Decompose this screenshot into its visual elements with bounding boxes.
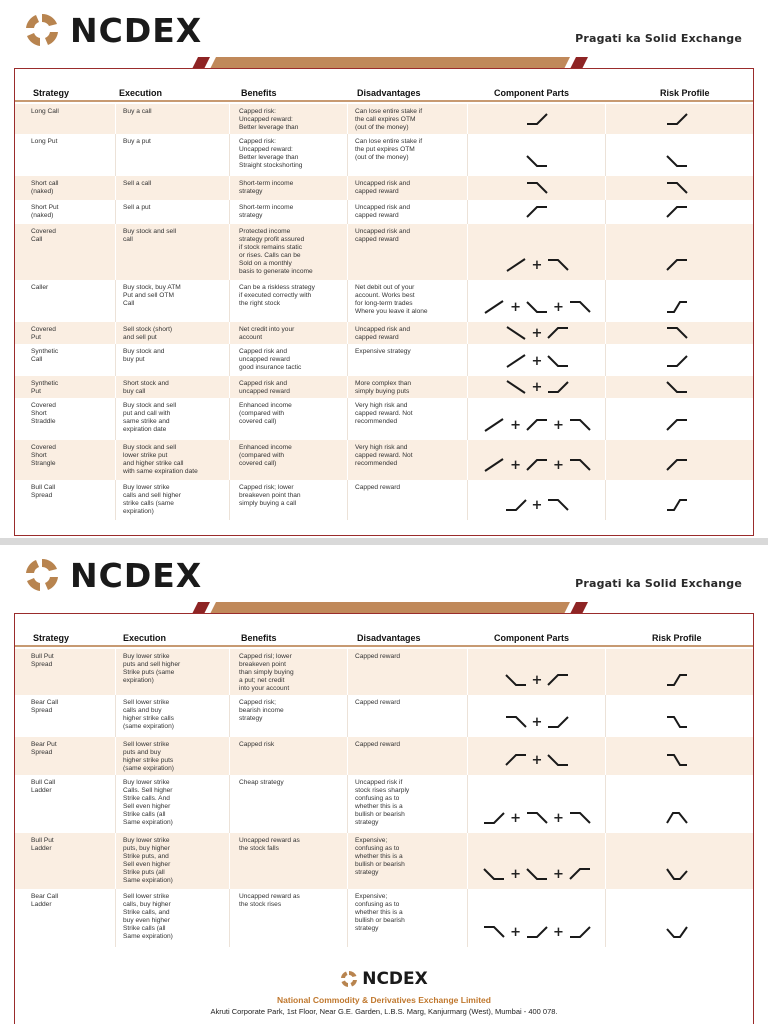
- ncdex-logo-icon: [24, 12, 60, 48]
- disadvantages-cell: Capped reward: [355, 699, 401, 706]
- collar-payoff-icon: [666, 498, 688, 512]
- peak-payoff-icon: [666, 811, 688, 825]
- tagline: Pragati ka Solid Exchange: [575, 577, 742, 590]
- column-divider: [115, 833, 116, 889]
- table-header: [15, 85, 753, 102]
- column-divider: [229, 775, 230, 833]
- plus-sign: +: [531, 325, 543, 341]
- page-2: [0, 545, 768, 1024]
- table-row: [15, 737, 753, 775]
- plus-sign: +: [510, 866, 521, 882]
- strategy-cell: Bull Call Spread: [31, 484, 56, 499]
- column-divider: [115, 104, 116, 134]
- long-call-payoff-icon: [666, 112, 688, 126]
- long-put-payoff-icon: [547, 354, 569, 368]
- col-risk-profile: Risk Profile: [660, 88, 710, 98]
- long-put-payoff-icon: [666, 380, 688, 394]
- execution-cell: Buy lower strike calls and sell higher strike calls (same expiration): [123, 484, 181, 515]
- benefits-cell: Protected income strategy profit assured if stock remains static or rises. Calls can be Sold on a monthly basis to generate income: [239, 228, 313, 275]
- stock-short-payoff-icon: [505, 326, 527, 340]
- column-divider: [347, 344, 348, 376]
- short-call-payoff-icon: [569, 418, 591, 432]
- col-disadvantages: Disadvantages: [357, 633, 421, 643]
- disadvantages-cell: Uncapped risk if stock rises sharply confusing as to whether this is a bullish or bearish strategy: [355, 779, 410, 826]
- column-divider: [347, 134, 348, 176]
- column-divider: [229, 440, 230, 480]
- column-divider: [347, 322, 348, 344]
- component-parts-cell: [467, 200, 607, 224]
- short-put-payoff-icon: [526, 418, 548, 432]
- risk-profile-cell: [615, 104, 739, 134]
- table-row: [15, 200, 753, 224]
- benefits-cell: Capped risl; lower breakeven point than simply buying a put; net credit into your account: [239, 653, 294, 692]
- disadvantages-cell: Very high risk and capped reward. Not recommended: [355, 402, 413, 425]
- benefits-cell: Cheap strategy: [239, 779, 284, 786]
- disadvantages-cell: Can lose entire stake if the call expires OTM (out of the money): [355, 108, 423, 131]
- risk-profile-cell: [615, 200, 739, 224]
- execution-cell: Buy lower strike puts, buy higher Strike puts, and Sell even higher Strike puts (all Same expiration): [123, 837, 173, 884]
- plus-sign: +: [531, 714, 543, 730]
- benefits-cell: Capped risk: Uncapped reward: Better leverage than Straight stockshorting: [239, 138, 303, 169]
- benefits-cell: Capped risk: [239, 741, 275, 748]
- strategy-cell: Bull Put Ladder: [31, 837, 54, 852]
- column-divider: [347, 224, 348, 280]
- short-call-payoff-icon: [569, 458, 591, 472]
- execution-cell: Sell stock (short) and sell put: [123, 326, 173, 341]
- column-divider: [229, 889, 230, 947]
- short-put-payoff-icon: [569, 867, 591, 881]
- short-call-payoff-icon: [569, 811, 591, 825]
- short-put-payoff-icon: [526, 205, 548, 219]
- strategy-cell: Bear Call Ladder: [31, 893, 59, 908]
- table-row: [15, 695, 753, 737]
- col-execution: Execution: [123, 633, 167, 643]
- disadvantages-cell: Uncapped risk and capped reward: [355, 204, 410, 219]
- risk-profile-cell: [615, 344, 739, 376]
- column-divider: [347, 440, 348, 480]
- plus-sign: +: [531, 257, 543, 273]
- long-call-payoff-icon: [483, 811, 505, 825]
- plus-sign: +: [510, 417, 521, 433]
- long-put-payoff-icon: [526, 867, 548, 881]
- component-parts-cell: [467, 280, 607, 322]
- component-parts-cell: [467, 737, 607, 775]
- stock-long-payoff-icon: [505, 258, 527, 272]
- execution-cell: Sell a call: [123, 180, 152, 187]
- execution-cell: Sell a put: [123, 204, 151, 211]
- table-row: [15, 176, 753, 200]
- column-divider: [347, 480, 348, 520]
- risk-profile-cell: [615, 224, 739, 280]
- stock-long-payoff-icon: [483, 418, 505, 432]
- short-call-payoff-icon: [547, 498, 569, 512]
- long-call-payoff-icon: [666, 354, 688, 368]
- column-divider: [347, 695, 348, 737]
- col-benefits: Benefits: [241, 88, 277, 98]
- component-parts-cell: [467, 224, 607, 280]
- column-divider: [347, 176, 348, 200]
- column-divider: [115, 376, 116, 398]
- table-row: [15, 322, 753, 344]
- plus-sign: +: [531, 353, 543, 369]
- execution-cell: Buy stock and sell call: [123, 228, 177, 243]
- col-benefits: Benefits: [241, 633, 277, 643]
- short-call-payoff-icon: [547, 258, 569, 272]
- column-divider: [347, 833, 348, 889]
- risk-profile-cell: [615, 134, 739, 176]
- footer-brand: [0, 969, 768, 989]
- table-row: [15, 480, 753, 520]
- short-put-payoff-icon: [666, 418, 688, 432]
- benefits-cell: Enhanced income (compared with covered call): [239, 402, 292, 425]
- execution-cell: Buy stock, buy ATM Put and sell OTM Call: [123, 284, 181, 307]
- risk-profile-cell: [615, 440, 739, 480]
- brand-name: NCDEX: [70, 10, 203, 50]
- component-parts-cell: [467, 322, 607, 344]
- long-call-payoff-icon: [547, 715, 569, 729]
- plus-sign: +: [531, 379, 543, 395]
- strategy-table-2: [14, 613, 754, 1024]
- valley-left-payoff-icon: [666, 867, 688, 881]
- execution-cell: Sell lower strike puts and buy higher strike puts (same expiration): [123, 741, 174, 772]
- strategy-cell: Bear Call Spread: [31, 699, 59, 714]
- column-divider: [347, 737, 348, 775]
- long-put-payoff-icon: [526, 300, 548, 314]
- benefits-cell: Can be a riskless strategy if executed correctly with the right stock: [239, 284, 315, 307]
- long-put-payoff-icon: [666, 154, 688, 168]
- collar-payoff-icon: [666, 300, 688, 314]
- table-row: [15, 104, 753, 134]
- column-divider: [229, 322, 230, 344]
- column-divider: [347, 376, 348, 398]
- risk-profile-cell: [615, 480, 739, 520]
- strategy-table-1: [14, 68, 754, 536]
- table-row: [15, 280, 753, 322]
- col-execution: Execution: [119, 88, 163, 98]
- tagline: Pragati ka Solid Exchange: [575, 32, 742, 45]
- strategy-cell: Covered Put: [31, 326, 56, 341]
- short-call-payoff-icon: [666, 181, 688, 195]
- strategy-cell: Bull Put Spread: [31, 653, 54, 668]
- col-risk-profile: Risk Profile: [652, 633, 702, 643]
- column-divider: [347, 398, 348, 440]
- col-strategy: Strategy: [33, 633, 70, 643]
- plus-sign: +: [553, 299, 564, 315]
- column-divider: [229, 376, 230, 398]
- benefits-cell: Capped risk and uncapped reward good insurance tactic: [239, 348, 302, 371]
- column-divider: [229, 695, 230, 737]
- risk-profile-cell: [615, 398, 739, 440]
- component-parts-cell: [467, 833, 607, 889]
- disadvantages-cell: Expensive strategy: [355, 348, 411, 355]
- strategy-cell: Synthetic Call: [31, 348, 59, 363]
- plus-sign: +: [510, 457, 521, 473]
- risk-profile-cell: [615, 649, 739, 695]
- component-parts-cell: [467, 176, 607, 200]
- disadvantages-cell: Capped reward: [355, 653, 401, 660]
- strategy-cell: Covered Short Strangle: [31, 444, 56, 467]
- column-divider: [229, 176, 230, 200]
- table-row: [15, 134, 753, 176]
- disadvantages-cell: Uncapped risk and capped reward: [355, 326, 410, 341]
- table-row: [15, 440, 753, 480]
- column-divider: [115, 649, 116, 695]
- column-divider: [229, 398, 230, 440]
- long-call-payoff-icon: [505, 498, 527, 512]
- column-divider: [347, 889, 348, 947]
- benefits-cell: Capped risk: Uncapped reward: Better leverage than: [239, 108, 299, 131]
- disadvantages-cell: Net debit out of your account. Works best for long-term trades Where you leave it alone: [355, 284, 428, 315]
- stock-short-payoff-icon: [505, 380, 527, 394]
- risk-profile-cell: [615, 833, 739, 889]
- benefits-cell: Short-term income strategy: [239, 204, 294, 219]
- execution-cell: Sell lower strike calls, buy higher Strike calls, and buy even higher Strike calls (all Same expiration): [123, 893, 173, 940]
- execution-cell: Buy lower strike Calls. Sell higher Strike calls. And Sell even higher Strike calls (all Same expiration): [123, 779, 173, 826]
- column-divider: [115, 480, 116, 520]
- column-divider: [115, 440, 116, 480]
- component-parts-cell: [467, 480, 607, 520]
- table-row: [15, 344, 753, 376]
- plus-sign: +: [553, 866, 564, 882]
- short-put-payoff-icon: [505, 753, 527, 767]
- column-divider: [115, 398, 116, 440]
- short-put-payoff-icon: [547, 673, 569, 687]
- risk-profile-cell: [615, 322, 739, 344]
- bear-spread-payoff-icon: [666, 715, 688, 729]
- component-parts-cell: [467, 104, 607, 134]
- plus-sign: +: [510, 924, 521, 940]
- short-call-payoff-icon: [505, 715, 527, 729]
- execution-cell: Buy lower strike puts and sell higher Strike puts (same expiration): [123, 653, 181, 684]
- col-component-parts: Component Parts: [494, 633, 570, 643]
- long-put-payoff-icon: [483, 867, 505, 881]
- disadvantages-cell: Capped reward: [355, 741, 401, 748]
- execution-cell: Sell lower strike calls and buy higher strike calls (same expiration): [123, 699, 174, 730]
- strategy-cell: Short Put (naked): [31, 204, 59, 219]
- table-row: [15, 376, 753, 398]
- execution-cell: Buy stock and buy put: [123, 348, 165, 363]
- column-divider: [229, 104, 230, 134]
- table-row: [15, 398, 753, 440]
- column-divider: [115, 344, 116, 376]
- column-divider: [115, 737, 116, 775]
- column-divider: [229, 224, 230, 280]
- strategy-cell: Bull Call Ladder: [31, 779, 56, 794]
- footer-brand-name: NCDEX: [362, 969, 428, 989]
- collar-payoff-icon: [666, 673, 688, 687]
- bear-spread-payoff-icon: [666, 753, 688, 767]
- column-divider: [229, 649, 230, 695]
- execution-cell: Buy stock and sell put and call with same strike and expiration date: [123, 402, 177, 433]
- strategy-cell: Long Call: [31, 108, 59, 115]
- risk-profile-cell: [615, 737, 739, 775]
- risk-profile-cell: [615, 775, 739, 833]
- column-divider: [115, 176, 116, 200]
- table-header: [15, 630, 753, 647]
- strategy-cell: Bear Put Spread: [31, 741, 57, 756]
- column-divider: [347, 280, 348, 322]
- short-put-payoff-icon: [547, 326, 569, 340]
- short-call-payoff-icon: [569, 300, 591, 314]
- col-strategy: Strategy: [33, 88, 70, 98]
- plus-sign: +: [553, 457, 564, 473]
- column-divider: [229, 737, 230, 775]
- component-parts-cell: [467, 695, 607, 737]
- column-divider: [347, 200, 348, 224]
- execution-cell: Short stock and buy call: [123, 380, 169, 395]
- table-row: [15, 649, 753, 695]
- valley-right-payoff-icon: [666, 925, 688, 939]
- component-parts-cell: [467, 775, 607, 833]
- table-row: [15, 889, 753, 947]
- risk-profile-cell: [615, 695, 739, 737]
- ncdex-logo-icon: [340, 970, 358, 988]
- column-divider: [115, 322, 116, 344]
- component-parts-cell: [467, 889, 607, 947]
- plus-sign: +: [531, 672, 543, 688]
- disadvantages-cell: Very high risk and capped reward. Not recommended: [355, 444, 413, 467]
- stock-long-payoff-icon: [505, 354, 527, 368]
- long-call-payoff-icon: [526, 112, 548, 126]
- column-divider: [115, 134, 116, 176]
- disadvantages-cell: Can lose entire stake if the put expires OTM (out of the money): [355, 138, 423, 161]
- column-divider: [229, 480, 230, 520]
- disadvantages-cell: Uncapped risk and capped reward: [355, 180, 410, 195]
- column-divider: [347, 775, 348, 833]
- execution-cell: Buy stock and sell lower strike put and higher strike call with same expiration date: [123, 444, 198, 475]
- table-row: [15, 224, 753, 280]
- benefits-cell: Short-term income strategy: [239, 180, 294, 195]
- disadvantages-cell: Uncapped risk and capped reward: [355, 228, 410, 243]
- risk-profile-cell: [615, 176, 739, 200]
- benefits-cell: Uncapped reward as the stock falls: [239, 837, 300, 852]
- plus-sign: +: [510, 299, 521, 315]
- column-divider: [347, 649, 348, 695]
- long-put-payoff-icon: [526, 154, 548, 168]
- component-parts-cell: [467, 344, 607, 376]
- column-divider: [229, 134, 230, 176]
- short-put-payoff-icon: [666, 205, 688, 219]
- long-call-payoff-icon: [547, 380, 569, 394]
- table-row: [15, 833, 753, 889]
- plus-sign: +: [510, 810, 521, 826]
- footer: [0, 969, 768, 1024]
- plus-sign: +: [531, 752, 543, 768]
- ncdex-logo-icon: [24, 557, 60, 593]
- header-brand: [24, 10, 202, 50]
- plus-sign: +: [553, 810, 564, 826]
- column-divider: [229, 344, 230, 376]
- column-divider: [347, 104, 348, 134]
- table-row: [15, 775, 753, 833]
- disadvantages-cell: Expensive; confusing as to whether this is a bullish or bearish strategy: [355, 837, 405, 876]
- header-brand: [24, 555, 202, 595]
- column-divider: [229, 833, 230, 889]
- component-parts-cell: [467, 398, 607, 440]
- benefits-cell: Capped risk; bearish income strategy: [239, 699, 284, 722]
- col-component-parts: Component Parts: [494, 88, 570, 98]
- short-call-payoff-icon: [483, 925, 505, 939]
- risk-profile-cell: [615, 376, 739, 398]
- column-divider: [115, 775, 116, 833]
- column-divider: [115, 889, 116, 947]
- execution-cell: Buy a put: [123, 138, 151, 145]
- long-call-payoff-icon: [526, 925, 548, 939]
- plus-sign: +: [553, 417, 564, 433]
- column-divider: [229, 200, 230, 224]
- strategy-cell: Covered Call: [31, 228, 56, 243]
- risk-profile-cell: [615, 280, 739, 322]
- strategy-cell: Long Put: [31, 138, 58, 145]
- short-call-payoff-icon: [526, 811, 548, 825]
- plus-sign: +: [531, 497, 543, 513]
- page-separator: [0, 538, 768, 545]
- benefits-cell: Net credit into your account: [239, 326, 295, 341]
- short-put-payoff-icon: [666, 458, 688, 472]
- component-parts-cell: [467, 649, 607, 695]
- short-call-payoff-icon: [526, 181, 548, 195]
- column-divider: [115, 280, 116, 322]
- component-parts-cell: [467, 440, 607, 480]
- strategy-cell: Short call (naked): [31, 180, 59, 195]
- component-parts-cell: [467, 134, 607, 176]
- disadvantages-cell: More complex than simply buying puts: [355, 380, 412, 395]
- column-divider: [229, 280, 230, 322]
- strategy-cell: Synthetic Put: [31, 380, 59, 395]
- strategy-cell: Covered Short Straddle: [31, 402, 56, 425]
- footer-company: National Commodity & Derivatives Exchange Limited: [277, 995, 491, 1005]
- component-parts-cell: [467, 376, 607, 398]
- col-disadvantages: Disadvantages: [357, 88, 421, 98]
- long-put-payoff-icon: [547, 753, 569, 767]
- stock-long-payoff-icon: [483, 458, 505, 472]
- risk-profile-cell: [615, 889, 739, 947]
- long-put-payoff-icon: [505, 673, 527, 687]
- disadvantages-cell: Expensive; confusing as to whether this is a bullish or bearish strategy: [355, 893, 405, 932]
- benefits-cell: Capped risk and uncapped reward: [239, 380, 290, 395]
- column-divider: [115, 224, 116, 280]
- execution-cell: Buy a call: [123, 108, 152, 115]
- brand-name: NCDEX: [70, 555, 203, 595]
- long-call-payoff-icon: [569, 925, 591, 939]
- benefits-cell: Enhanced income (compared with covered call): [239, 444, 292, 467]
- benefits-cell: Capped risk; lower breakeven point than simply buying a call: [239, 484, 301, 507]
- footer-address: Akruti Corporate Park, 1st Floor, Near G.E. Garden, L.B.S. Marg, Kanjurmarg (West), Mumbai - 400 078.: [210, 1007, 558, 1016]
- short-call-payoff-icon: [666, 326, 688, 340]
- strategy-cell: Caller: [31, 284, 49, 291]
- column-divider: [115, 200, 116, 224]
- benefits-cell: Uncapped reward as the stock rises: [239, 893, 300, 908]
- stock-long-payoff-icon: [483, 300, 505, 314]
- short-put-payoff-icon: [666, 258, 688, 272]
- plus-sign: +: [553, 924, 564, 940]
- column-divider: [115, 695, 116, 737]
- disadvantages-cell: Capped reward: [355, 484, 401, 491]
- short-put-payoff-icon: [526, 458, 548, 472]
